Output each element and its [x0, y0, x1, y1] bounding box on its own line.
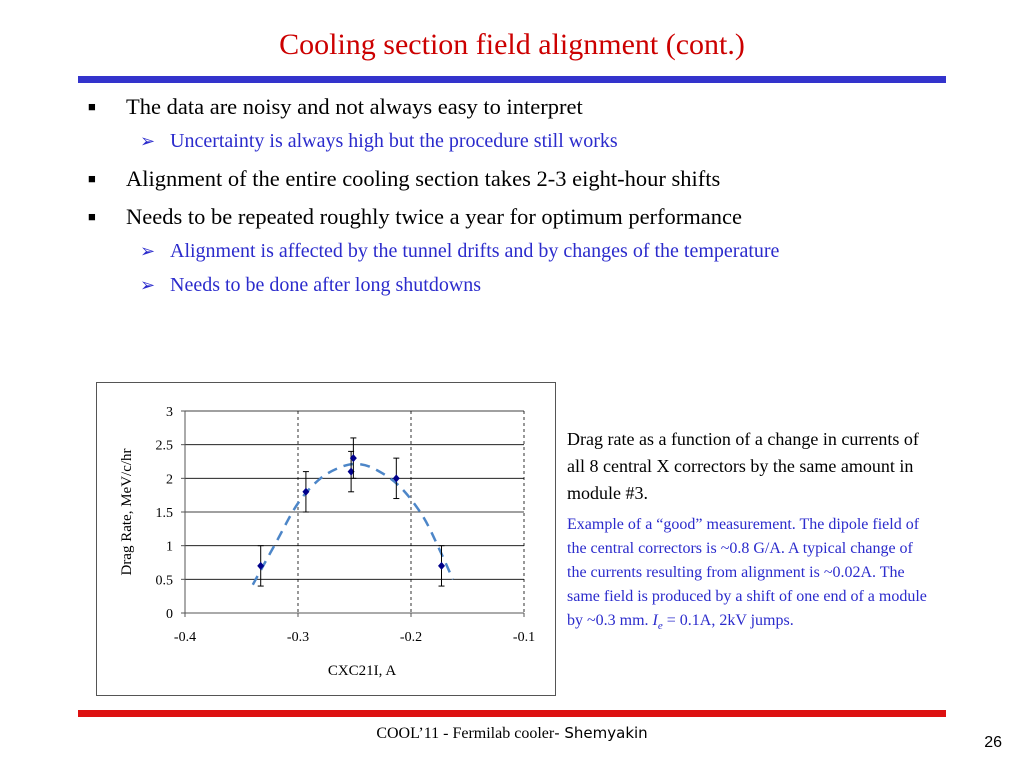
y-tick-label: 2: [166, 472, 173, 488]
sub-bullet-item: [88, 270, 938, 300]
footer-text: COOL’11 - Fermilab cooler: [376, 725, 555, 742]
chart-canvas: [97, 383, 555, 695]
bullet-text: The data are noisy and not always easy to interpret: [126, 94, 583, 119]
y-tick-label: 0.5: [155, 573, 173, 589]
arrow-bullet-icon: ➢: [140, 131, 156, 151]
y-tick-label: 0: [166, 607, 173, 622]
arrow-bullet-icon: ➢: [140, 275, 156, 295]
measurement-note: [567, 513, 927, 638]
bullet-text: Needs to be repeated roughly twice a year for optimum performance: [126, 204, 742, 229]
sub-bullet-text: Needs to be done after long shutdowns: [170, 274, 482, 296]
footer: [0, 724, 1024, 743]
data-point: [438, 562, 445, 570]
y-tick-label: 3: [166, 405, 173, 420]
sub-bullet-item: [88, 126, 938, 156]
sub-bullet-text: Uncertainty is always high but the procedure still works: [170, 130, 618, 152]
x-tick-label: -0.4: [173, 630, 197, 645]
y-axis-label: Drag Rate, MeV/c/hr: [119, 448, 135, 576]
square-bullet-icon: ■: [88, 171, 96, 186]
y-tick-label: 1: [166, 539, 173, 555]
note-text-end: = 0.1A, 2kV jumps.: [662, 612, 794, 629]
title-divider: [78, 76, 946, 83]
current-symbol: I: [652, 612, 658, 629]
current-subscript: e: [657, 620, 663, 633]
fit-curve: [253, 464, 453, 585]
footer-signature: - Shemyakin: [554, 724, 648, 742]
y-tick-label: 1.5: [155, 506, 173, 521]
arrow-bullet-icon: ➢: [140, 241, 156, 261]
x-tick-label: -0.3: [286, 630, 310, 645]
square-bullet-icon: ■: [88, 99, 96, 114]
footer-divider: [78, 710, 946, 717]
y-tick-label: 2.5: [155, 438, 173, 454]
drag-rate-chart: [96, 382, 556, 696]
bullet-item: [88, 92, 938, 122]
bullet-text: Alignment of the entire cooling section takes 2-3 eight-hour shifts: [126, 166, 721, 191]
bullet-item: [88, 202, 938, 232]
x-axis-label: CXC21I, A: [327, 663, 397, 679]
note-text: Example of a “good” measurement. The dipole field of the central correctors is ~0.8 G/A. A typical change of the currents resulting from alignment is ~0.02A. The same field is produced by a shift of one end of a module by ~0.3 mm.: [567, 516, 927, 629]
bullet-item: [88, 164, 938, 194]
slide-title: Cooling section field alignment (cont.): [279, 28, 745, 61]
sub-bullet-text: Alignment is affected by the tunnel drifts and by changes of the temperature: [170, 240, 780, 262]
slide-number: 26: [984, 734, 1002, 751]
chart-caption: Drag rate as a function of a change in currents of all 8 central X correctors by the same amount in module #3.: [567, 429, 919, 503]
data-point: [257, 562, 264, 570]
square-bullet-icon: ■: [88, 209, 96, 224]
sub-bullet-item: [88, 236, 938, 266]
x-tick-label: -0.2: [399, 630, 423, 645]
x-tick-label: -0.1: [512, 630, 536, 645]
bullet-list: [88, 92, 938, 308]
